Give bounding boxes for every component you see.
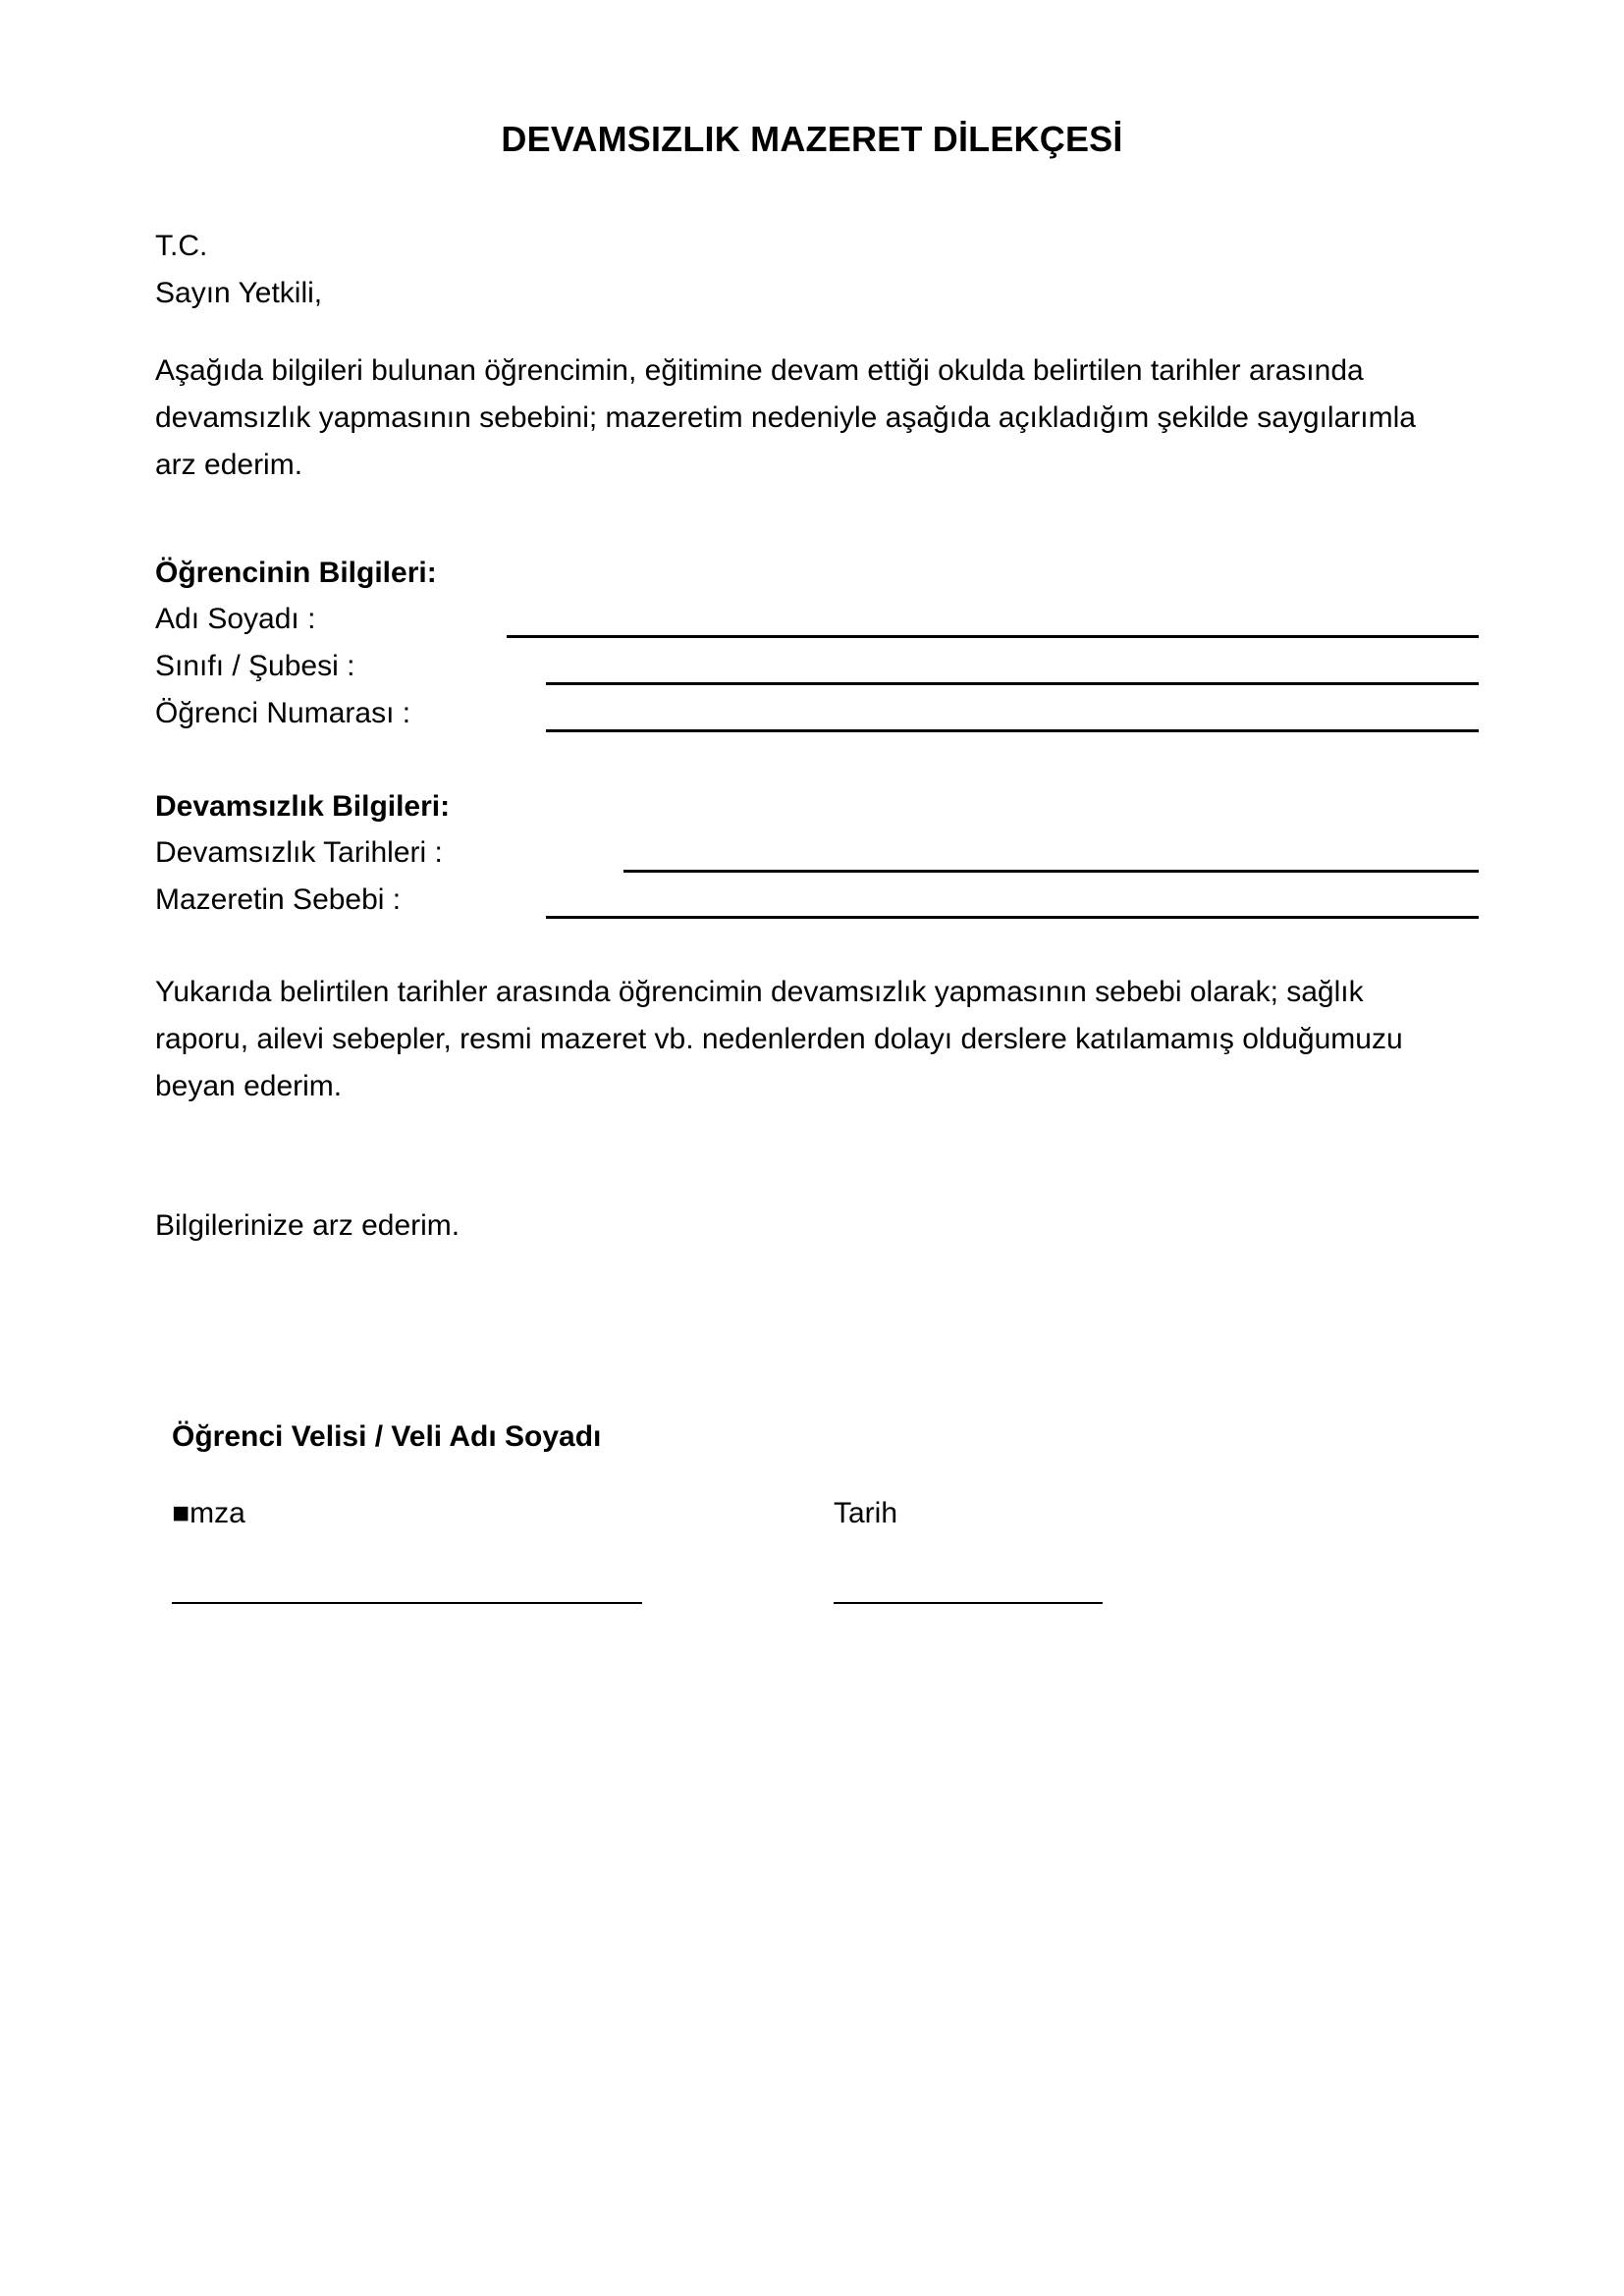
- student-class-label: Sınıfı / Şubesi :: [155, 650, 355, 682]
- statement-line: Yukarıda belirtilen tarihler arasında öğrencimin devamsızlık yapmasının sebebi olarak; sağlık: [155, 976, 1364, 1008]
- statement-line: raporu, ailevi sebepler, resmi mazeret vb. nedenlerden dolayı derslere katılamamış olduğumuzu: [155, 1023, 1403, 1055]
- salutation: Sayın Yetkili,: [155, 277, 323, 309]
- student-name-label: Adı Soyadı :: [155, 603, 316, 635]
- absence-dates-label: Devamsızlık Tarihleri :: [155, 836, 443, 869]
- absence-info-heading: Devamsızlık Bilgileri:: [155, 790, 451, 823]
- absence-dates-field[interactable]: [623, 870, 1479, 873]
- student-name-field[interactable]: [507, 635, 1479, 638]
- intro-line: devamsızlık yapmasının sebebini; mazeretim nedeniyle aşağıda açıkladığım şekilde saygılarımla: [155, 401, 1416, 434]
- signature-label: ■mza: [172, 1497, 245, 1529]
- signature-line[interactable]: [172, 1602, 642, 1604]
- statement-line: beyan ederim.: [155, 1070, 343, 1102]
- closing-text: Bilgilerinize arz ederim.: [155, 1209, 460, 1242]
- student-info-heading: Öğrencinin Bilgileri:: [155, 557, 437, 589]
- guardian-name-label: Öğrenci Velisi / Veli Adı Soyadı: [172, 1420, 602, 1453]
- absence-reason-field[interactable]: [546, 916, 1479, 919]
- intro-line: arz ederim.: [155, 449, 303, 481]
- student-number-label: Öğrenci Numarası :: [155, 697, 411, 729]
- document-title: DEVAMSIZLIK MAZERET DİLEKÇESİ: [501, 119, 1123, 159]
- statement-paragraph: [155, 969, 1481, 1110]
- date-label: Tarih: [834, 1497, 898, 1529]
- intro-paragraph: [155, 347, 1481, 489]
- tc-label: T.C.: [155, 230, 208, 262]
- student-class-field[interactable]: [546, 682, 1479, 685]
- date-line[interactable]: [834, 1602, 1103, 1604]
- intro-line: Aşağıda bilgileri bulunan öğrencimin, eğitimine devam ettiği okulda belirtilen tarihler arasında: [155, 354, 1364, 387]
- absence-reason-label: Mazeretin Sebebi :: [155, 883, 402, 916]
- student-number-field[interactable]: [546, 729, 1479, 732]
